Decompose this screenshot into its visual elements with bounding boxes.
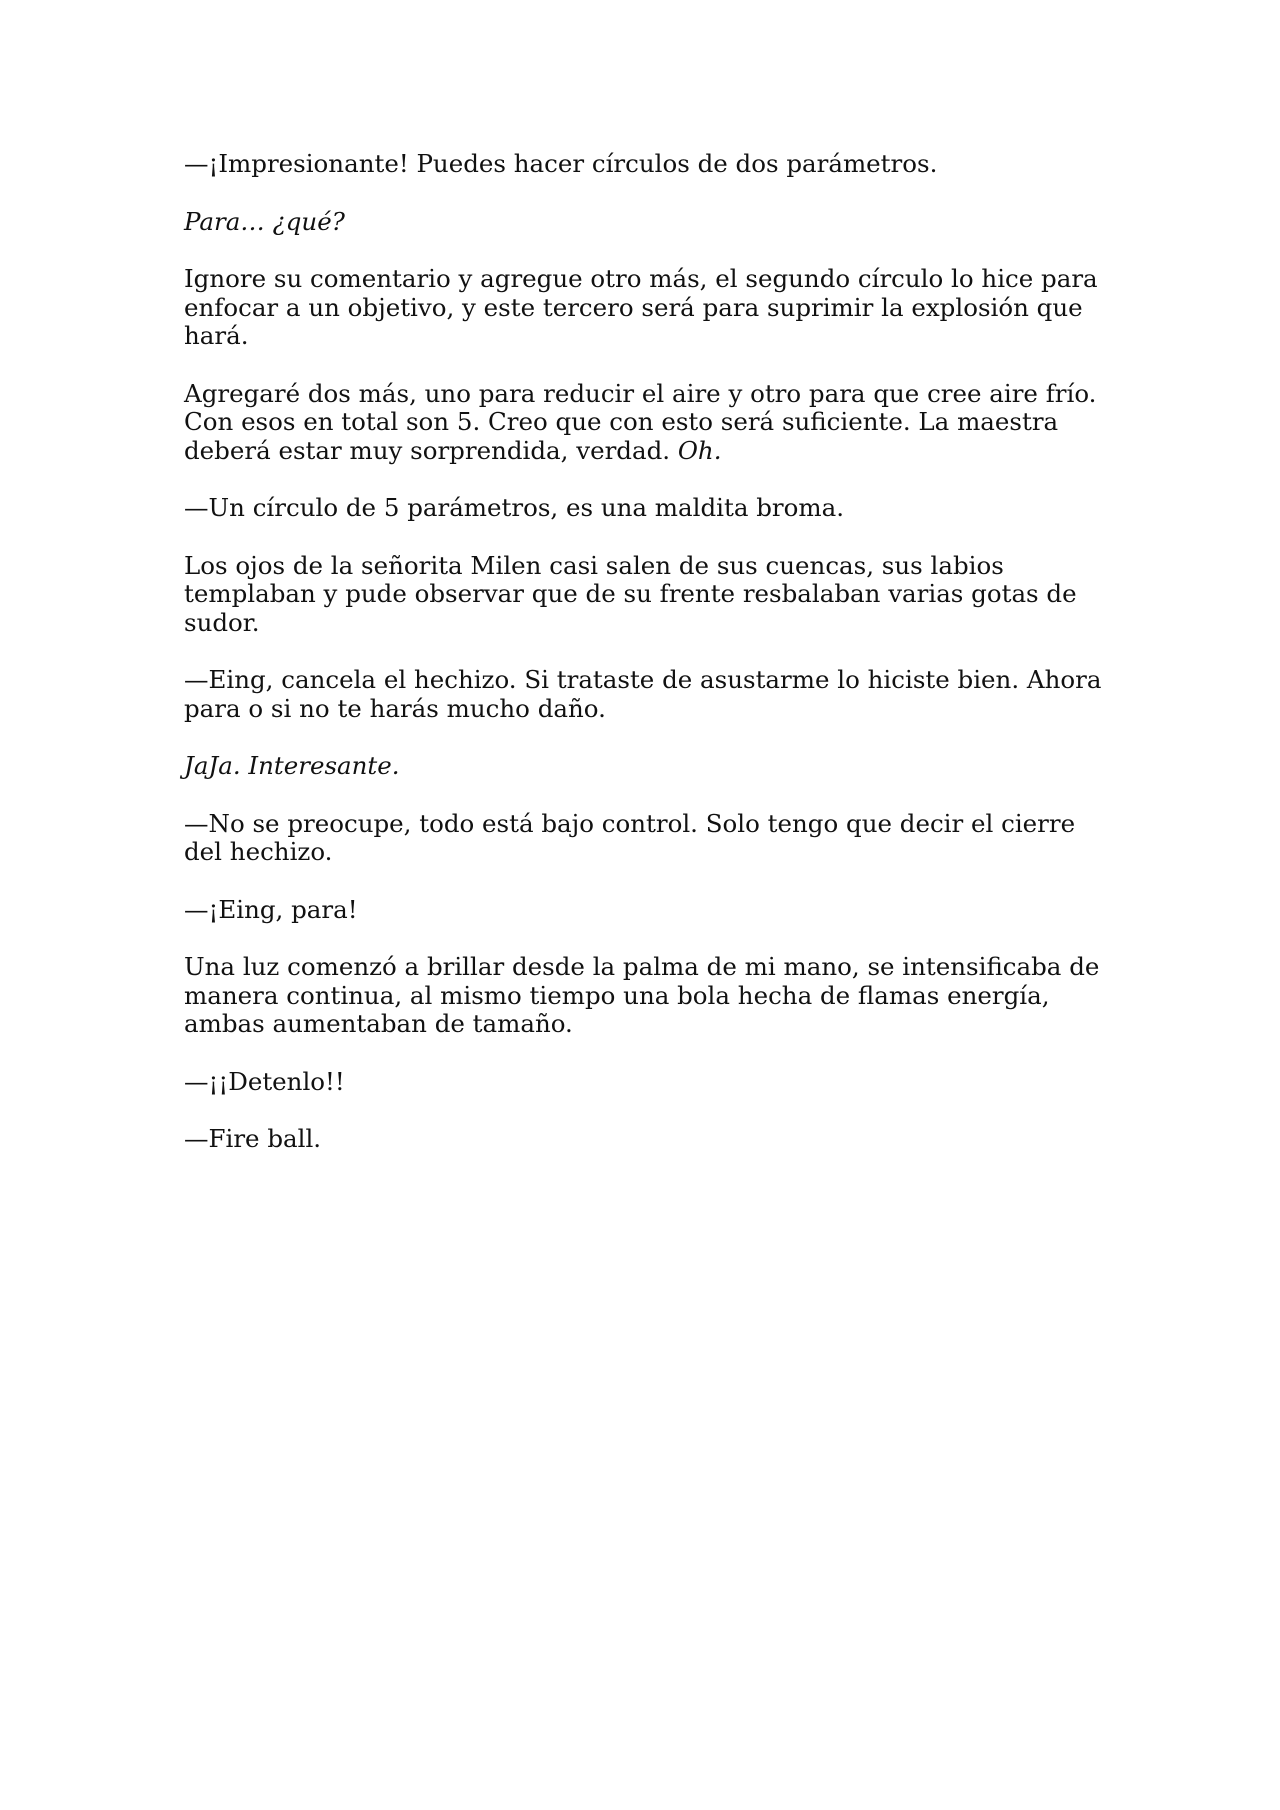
paragraph <box>184 896 1104 925</box>
paragraph-text-italic: Oh. <box>677 435 722 465</box>
paragraph-text: Ignore su comentario y agregue otro más, el segundo círculo lo hice para enfocar a un objetivo, y este tercero será para suprimir la explosión que hará. <box>184 264 1098 350</box>
paragraph-text-italic: Para… ¿qué? <box>184 206 345 236</box>
paragraph <box>184 953 1104 1039</box>
paragraph-text: Agregaré dos más, uno para reducir el aire y otro para que cree aire frío. Con esos en total son 5. Creo que con esto será suficiente. La maestra deberá estar muy sorprendida, verdad. <box>184 378 1097 465</box>
paragraph-text: —Eing, cancela el hechizo. Si trataste de asustarme lo hiciste bien. Ahora para o si no te harás mucho daño. <box>184 665 1102 723</box>
paragraph-text: Los ojos de la señorita Milen casi salen de sus cuencas, sus labios templaban y pude observar que de su frente resbalaban varias gotas de sudor. <box>184 550 1077 637</box>
paragraph-text: —No se preocupe, todo está bajo control. Solo tengo que decir el cierre del hechizo. <box>184 808 1076 866</box>
paragraph <box>184 666 1104 723</box>
paragraph <box>184 494 1104 523</box>
paragraph-text: —Un círculo de 5 parámetros, es una maldita broma. <box>184 493 845 522</box>
paragraph-text: —¡¡Detenlo!! <box>184 1066 345 1096</box>
paragraph <box>184 380 1104 466</box>
paragraph <box>184 752 1104 781</box>
paragraph <box>184 810 1104 867</box>
paragraph-text: —Fire ball. <box>184 1124 322 1153</box>
paragraph <box>184 552 1104 638</box>
paragraph <box>184 1125 1104 1154</box>
paragraph <box>184 1068 1104 1097</box>
paragraph <box>184 150 1104 179</box>
paragraph <box>184 265 1104 351</box>
paragraph-text: —¡Eing, para! <box>184 894 358 924</box>
paragraph-text-italic: JaJa. Interesante. <box>184 751 400 780</box>
paragraph <box>184 208 1104 237</box>
paragraph-text: Una luz comenzó a brillar desde la palma de mi mano, se intensificaba de manera continua, al mismo tiempo una bola hecha de flamas energía, ambas aumentaban de tamaño. <box>184 952 1100 1038</box>
paragraph-text: —¡Impresionante! Puedes hacer círculos de dos parámetros. <box>184 149 938 178</box>
document-body <box>184 150 1104 1183</box>
